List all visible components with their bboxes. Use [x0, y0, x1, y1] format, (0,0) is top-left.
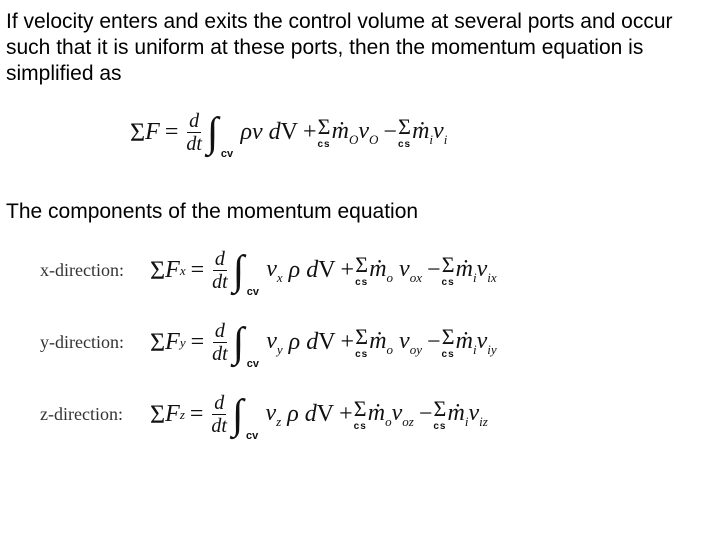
x-direction-label: x-direction:	[40, 260, 124, 280]
z-direction-equation: z-direction: Σ F z = $\frac{d}{dt}$ ∫ cv $v_z$ ρ d V + Σ cs $ṁ_ov_{oz}$ − Σ cs $ṁ_iv_{iz}$	[40, 391, 488, 442]
y-direction-label: y-direction:	[40, 332, 124, 352]
y-direction-equation: y-direction: Σ F y = $\frac{d}{dt}$ ∫ cv $v_y$ ρ d V + Σ cs ṁ$_o$ $v_{oy}$ − Σ cs $ṁ_iv_{iy}$	[40, 319, 497, 370]
z-direction-label: z-direction:	[40, 404, 123, 424]
x-direction-equation: x-direction: Σ F x = $\frac{d}{dt}$ ∫ cv $v_x$ ρ d V + Σ cs ṁ$_o$ $v_{ox}$ − Σ cs $ṁ_iv_{ix}$	[40, 247, 497, 298]
intro-paragraph: If velocity enters and exits the control volume at several ports and occur such that it is uniform at these ports, then the momentum equation is simplified as	[6, 10, 673, 85]
momentum-equation: Σ F = $\frac{d}{dt}$ ∫ cv ρv d V + Σ cs $ṁ_Ov_O$ − Σ cs $ṁ_iv_i$	[130, 109, 448, 160]
components-heading: The components of the momentum equation	[6, 200, 419, 223]
